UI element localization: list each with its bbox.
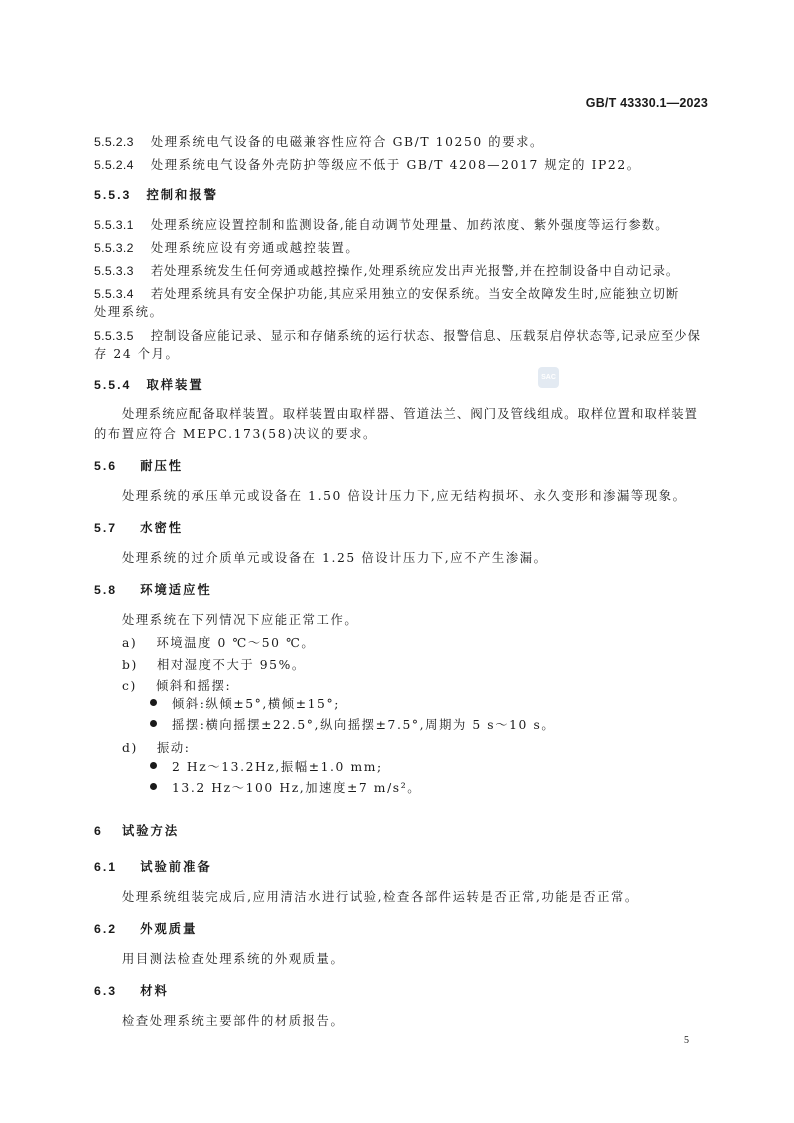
heading-title: 试验方法 — [121, 824, 180, 838]
paragraph-6-1: 处理系统组装完成后,应用清洁水进行试验,检查各部件运转是否正常,功能是否正常。 — [122, 890, 639, 904]
heading-6-2 — [94, 918, 197, 937]
clause-text: 处理系统应设有旁通或越控装置。 — [150, 241, 360, 255]
heading-number: 6.1 — [94, 860, 118, 874]
heading-5-6 — [94, 455, 183, 474]
heading-title: 耐压性 — [140, 459, 184, 473]
heading-number: 6 — [94, 824, 103, 838]
list-label: b) — [122, 658, 138, 672]
page-number: 5 — [684, 1035, 689, 1046]
list-item-d — [122, 737, 191, 756]
heading-5-5-3 — [94, 184, 218, 203]
heading-title: 材料 — [140, 984, 169, 998]
list-label: a) — [122, 636, 138, 650]
list-label: d) — [122, 741, 138, 755]
clause-text: 若处理系统具有安全保护功能,其应采用独立的安保系统。当安全故障发生时,应能独立切断 — [150, 287, 680, 301]
clause-5-5-2-4 — [94, 154, 641, 173]
clause-text: 处理系统电气设备的电磁兼容性应符合 GB/T 10250 的要求。 — [150, 135, 544, 149]
heading-number: 5.5.4 — [94, 378, 132, 392]
heading-number: 6.2 — [94, 922, 118, 936]
clause-text: 处理系统应设置控制和监测设备,能自动调节处理量、加药浓度、紫外强度等运行参数。 — [150, 218, 669, 232]
heading-title: 试验前准备 — [140, 860, 212, 874]
clause-text: 若处理系统发生任何旁通或越控操作,处理系统应发出声光报警,并在控制设备中自动记录。 — [150, 264, 680, 278]
heading-title: 环境适应性 — [140, 583, 212, 597]
list-text: 相对湿度不大于 95%。 — [156, 658, 306, 672]
heading-number: 5.6 — [94, 459, 118, 473]
paragraph-5-6: 处理系统的承压单元或设备在 1.50 倍设计压力下,应无结构损坏、永久变形和渗漏等现象。 — [122, 489, 687, 503]
heading-number: 5.7 — [94, 521, 118, 535]
paragraph-5-5-4-line1: 处理系统应配备取样装置。取样装置由取样器、管道法兰、阀门及管线组成。取样位置和取样装置 — [122, 407, 699, 421]
clause-5-5-2-3 — [94, 131, 544, 150]
clause-5-5-3-3 — [94, 260, 679, 279]
clause-number: 5.5.3.2 — [94, 241, 134, 255]
heading-5-8 — [94, 579, 212, 598]
paragraph-5-5-4-line2: 的布置应符合 MEPC.173(58)决议的要求。 — [94, 427, 377, 441]
heading-number: 5.5.3 — [94, 188, 132, 202]
list-text: 振动: — [156, 741, 191, 755]
clause-number: 5.5.3.3 — [94, 264, 134, 278]
list-item-c-2: 摇摆:横向摇摆±22.5°,纵向摇摆±7.5°,周期为 5 s～10 s。 — [172, 718, 556, 732]
heading-number: 5.8 — [94, 583, 118, 597]
paragraph-6-3: 检查处理系统主要部件的材质报告。 — [122, 1014, 345, 1028]
list-item-d-1: 2 Hz～13.2Hz,振幅±1.0 mm; — [172, 760, 383, 774]
heading-title: 水密性 — [140, 521, 184, 535]
clause-5-5-3-4 — [94, 283, 679, 302]
heading-6 — [94, 820, 179, 839]
clause-5-5-3-2 — [94, 237, 359, 256]
bullet-icon — [150, 720, 157, 727]
heading-number: 6.3 — [94, 984, 118, 998]
heading-title: 取样装置 — [146, 378, 204, 392]
clause-number: 5.5.3.1 — [94, 218, 134, 232]
list-item-c — [122, 675, 231, 694]
heading-6-3 — [94, 980, 169, 999]
paragraph-5-7: 处理系统的过介质单元或设备在 1.25 倍设计压力下,应不产生渗漏。 — [122, 551, 548, 565]
clause-5-5-3-4-continuation: 处理系统。 — [94, 305, 164, 319]
clause-number: 5.5.3.4 — [94, 287, 134, 301]
list-item-c-1: 倾斜:纵倾±5°,横倾±15°; — [172, 697, 340, 711]
standard-code: GB/T 43330.1—2023 — [585, 96, 708, 110]
paragraph-6-2: 用目测法检查处理系统的外观质量。 — [122, 952, 345, 966]
heading-title: 控制和报警 — [146, 188, 218, 202]
list-item-d-2: 13.2 Hz～100 Hz,加速度±7 m/s²。 — [172, 781, 422, 795]
clause-5-5-3-5-continuation: 存 24 个月。 — [94, 347, 180, 361]
clause-5-5-3-5 — [94, 325, 701, 344]
bullet-icon — [150, 783, 157, 790]
sac-watermark-logo: SAC — [538, 367, 559, 388]
list-text: 环境温度 0 ℃～50 ℃。 — [156, 636, 316, 650]
list-item-a — [122, 632, 315, 651]
clause-5-5-3-1 — [94, 214, 669, 233]
clause-text: 控制设备应能记录、显示和存储系统的运行状态、报警信息、压载泵启停状态等,记录应至少保 — [150, 329, 701, 343]
bullet-icon — [150, 762, 157, 769]
heading-title: 外观质量 — [140, 922, 198, 936]
heading-5-7 — [94, 517, 183, 536]
bullet-icon — [150, 699, 157, 706]
clause-text: 处理系统电气设备外壳防护等级应不低于 GB/T 4208—2017 规定的 IP22。 — [150, 158, 641, 172]
clause-number: 5.5.3.5 — [94, 329, 134, 343]
list-text: 倾斜和摇摆: — [155, 679, 232, 693]
heading-6-1 — [94, 856, 212, 875]
list-label: c) — [122, 679, 137, 693]
clause-number: 5.5.2.4 — [94, 158, 134, 172]
paragraph-5-8: 处理系统在下列情况下应能正常工作。 — [122, 613, 359, 627]
clause-number: 5.5.2.3 — [94, 135, 134, 149]
heading-5-5-4 — [94, 374, 204, 393]
list-item-b — [122, 654, 306, 673]
